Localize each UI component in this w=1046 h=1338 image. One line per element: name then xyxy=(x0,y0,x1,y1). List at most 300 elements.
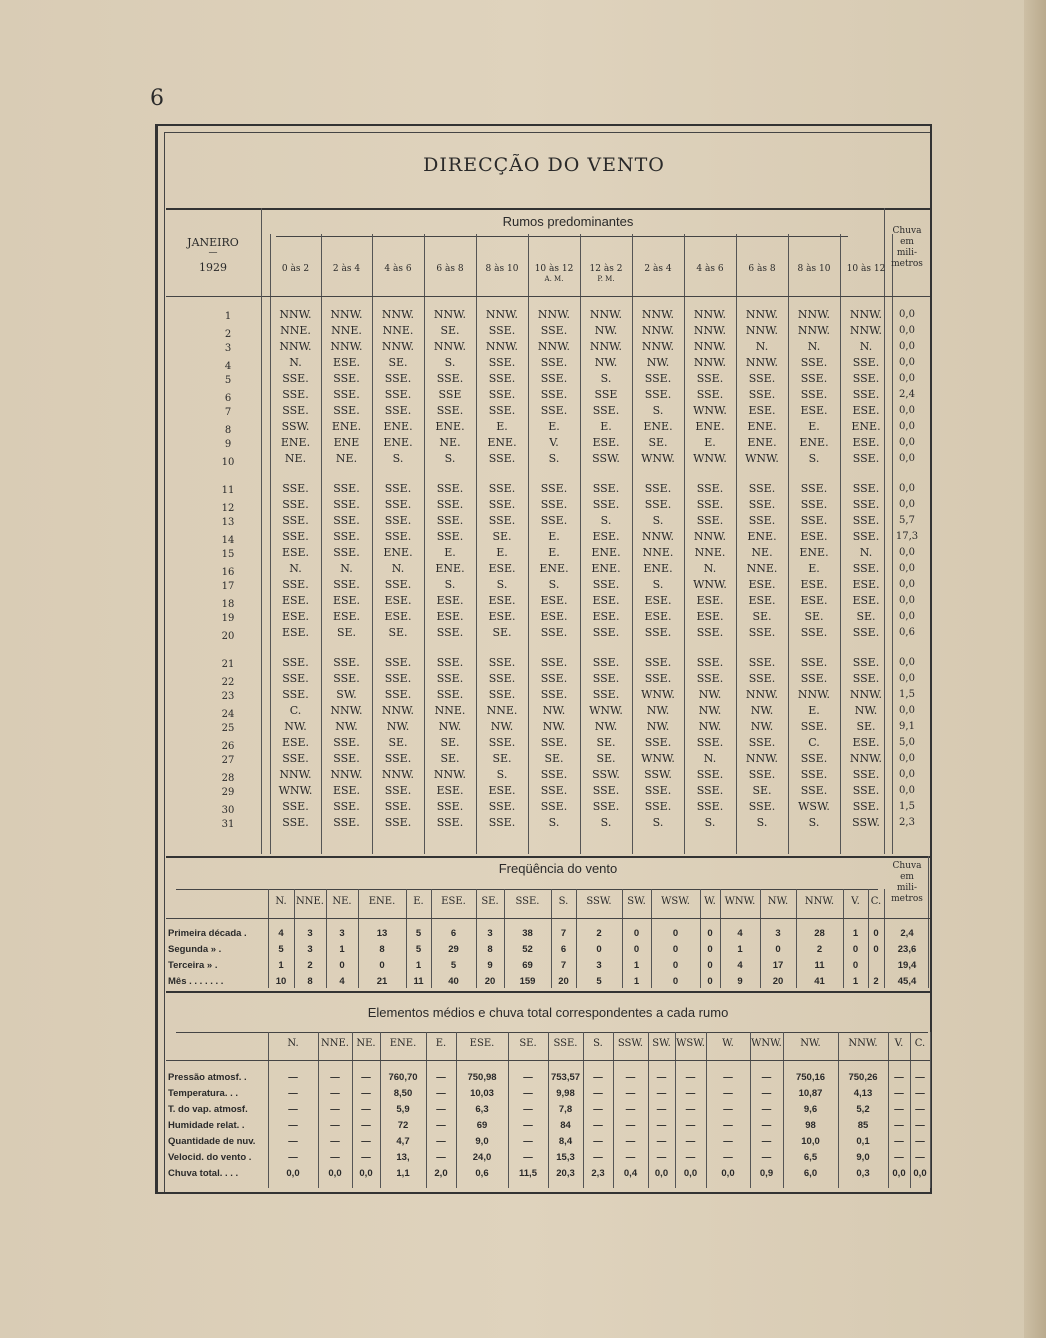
wind-direction-cell: ESE. xyxy=(281,594,310,607)
wind-direction-cell: SSE. xyxy=(436,688,464,701)
wind-direction-cell: S. xyxy=(548,578,560,591)
rain-header: Chuva xyxy=(892,226,922,236)
elements-cell: 9,98 xyxy=(556,1088,575,1099)
elements-header-bottom xyxy=(166,1060,930,1061)
wind-direction-cell: SSE. xyxy=(540,768,568,781)
wind-direction-cell: N. xyxy=(703,562,717,575)
wind-direction-cell: NNW. xyxy=(330,768,363,781)
elements-cell: — xyxy=(523,1104,533,1115)
wind-direction-cell: SSE. xyxy=(800,356,828,369)
elements-cell: — xyxy=(761,1152,772,1163)
time-header: 4 às 6 xyxy=(384,264,412,274)
freq-cell: 1 xyxy=(633,960,640,971)
wind-direction-cell: WNW. xyxy=(641,688,675,701)
rain-cell: 0,0 xyxy=(899,705,915,716)
wind-direction-cell: SSE. xyxy=(748,800,776,813)
rain-cell: 9,1 xyxy=(899,721,915,732)
wind-direction-cell: SSE. xyxy=(436,372,464,385)
elements-rule xyxy=(176,1032,928,1033)
elements-column-header: ESE. xyxy=(469,1038,495,1049)
wind-direction-cell: NW. xyxy=(698,704,722,717)
wind-direction-cell: NNW. xyxy=(641,530,675,543)
wind-direction-cell: SSE. xyxy=(436,656,464,669)
time-header: 12 às 2 xyxy=(589,264,623,274)
day-number: 14 xyxy=(221,535,235,546)
elements-cell: — xyxy=(436,1120,446,1131)
freq-cell: 0 xyxy=(707,960,713,971)
elements-cell: — xyxy=(915,1072,925,1083)
wind-direction-cell: E. xyxy=(548,420,560,433)
wind-direction-cell: SSE. xyxy=(852,784,880,797)
elements-cell: — xyxy=(723,1152,733,1163)
rain-header: em xyxy=(900,237,914,247)
elements-column-header: SSE. xyxy=(553,1038,578,1049)
wind-direction-cell: S. xyxy=(600,514,612,527)
elements-cell: — xyxy=(330,1072,340,1083)
elements-row-label: Velocid. do vento . xyxy=(168,1152,252,1163)
wind-direction-cell: ENE xyxy=(333,436,360,449)
rain-cell: 0,0 xyxy=(899,341,915,352)
wind-direction-cell: SSE. xyxy=(333,672,360,685)
wind-direction-cell: SSE. xyxy=(540,800,568,813)
freq-cell: 5 xyxy=(278,944,284,955)
elements-cell: — xyxy=(723,1104,733,1115)
freq-cell: 0 xyxy=(873,944,879,955)
wind-direction-cell: SSE. xyxy=(488,688,516,701)
wind-direction-cell: SSE. xyxy=(852,656,880,669)
elements-cell: — xyxy=(361,1136,371,1147)
day-number: 17 xyxy=(221,581,235,592)
freq-cell: 1 xyxy=(278,960,284,971)
elements-cell: 4,7 xyxy=(396,1136,410,1147)
wind-direction-cell: ESE. xyxy=(800,594,828,607)
wind-direction-cell: SSE. xyxy=(282,498,309,511)
time-header: 8 às 10 xyxy=(797,264,831,274)
elements-cell: — xyxy=(288,1072,298,1083)
wind-direction-cell: ESE. xyxy=(332,594,361,607)
wind-direction-cell: SSE. xyxy=(852,800,880,813)
wind-direction-cell: ENE. xyxy=(539,562,569,575)
wind-direction-cell: S. xyxy=(444,452,456,465)
wind-direction-cell: SSE. xyxy=(540,404,568,417)
wind-direction-cell: NNW. xyxy=(797,324,831,337)
day-number: 23 xyxy=(221,691,235,702)
wind-direction-cell: NNW. xyxy=(745,308,779,321)
wind-direction-cell: SSE. xyxy=(852,452,880,465)
rain-cell: 0,0 xyxy=(899,673,915,684)
freq-cell: 8 xyxy=(379,944,385,955)
rain-cell: 0,0 xyxy=(899,611,915,622)
elements-cell: — xyxy=(656,1104,667,1115)
wind-direction-cell: SW. xyxy=(336,688,357,701)
wind-direction-cell: SSE. xyxy=(644,388,672,401)
wind-direction-cell: SSE. xyxy=(384,800,412,813)
wind-direction-cell: E. xyxy=(444,546,456,559)
elements-column-header: SSW. xyxy=(617,1038,644,1049)
elements-cell: 9,6 xyxy=(803,1104,818,1115)
wind-direction-cell: SSE. xyxy=(333,482,360,495)
wind-direction-cell: NNW. xyxy=(849,324,883,337)
elements-cell: — xyxy=(625,1072,636,1083)
elements-cell: 760,70 xyxy=(388,1072,418,1083)
wind-direction-cell: NW. xyxy=(646,720,670,733)
wind-direction-cell: NW. xyxy=(284,720,307,733)
wind-direction-cell: SSE. xyxy=(852,672,880,685)
elements-cell: — xyxy=(685,1104,696,1115)
wind-direction-cell: SE. xyxy=(856,720,876,733)
wind-direction-cell: E. xyxy=(808,562,820,575)
wind-direction-cell: S. xyxy=(392,452,404,465)
wind-direction-cell: ESE. xyxy=(852,436,880,449)
elements-cell: — xyxy=(894,1120,904,1131)
day-number: 26 xyxy=(221,741,235,752)
wind-direction-cell: E. xyxy=(704,436,716,449)
freq-rain-header: em xyxy=(900,872,914,882)
wind-direction-cell: NNW. xyxy=(693,530,727,543)
wind-direction-cell: SSE. xyxy=(644,736,672,749)
day-number: 11 xyxy=(221,485,235,496)
wind-direction-cell: SSE. xyxy=(436,482,464,495)
wind-direction-cell: SSE. xyxy=(696,498,724,511)
elements-cell: — xyxy=(593,1088,603,1099)
wind-direction-cell: SSE. xyxy=(488,800,516,813)
wind-direction-cell: NNW. xyxy=(330,704,363,717)
freq-cell: 0 xyxy=(775,944,781,955)
wind-direction-cell: NNW. xyxy=(589,340,623,353)
elements-row-label: Temperatura. . . xyxy=(168,1088,239,1099)
rain-cell: 0,0 xyxy=(899,657,915,668)
wind-direction-cell: ESE. xyxy=(592,436,620,449)
wind-direction-cell: SSE. xyxy=(384,784,412,797)
wind-direction-cell: ESE. xyxy=(332,356,361,369)
freq-cell: 1 xyxy=(852,928,859,939)
wind-direction-cell: SSE. xyxy=(384,372,412,385)
wind-direction-cell: SSE. xyxy=(540,372,568,385)
day-number: 25 xyxy=(221,723,235,734)
wind-direction-cell: SSE. xyxy=(333,816,360,829)
wind-direction-cell: ESE. xyxy=(281,736,310,749)
day-number: 5 xyxy=(224,375,232,386)
wind-direction-cell: SSE. xyxy=(800,672,828,685)
wind-direction-cell: SSE. xyxy=(282,816,309,829)
wind-direction-cell: ESE. xyxy=(332,784,361,797)
freq-column-header: NNW. xyxy=(804,896,835,907)
wind-direction-cell: SSE. xyxy=(748,498,776,511)
elements-cell: — xyxy=(361,1120,371,1131)
elements-cell: 84 xyxy=(560,1120,571,1131)
elements-cell: 85 xyxy=(857,1120,869,1131)
wind-direction-cell: SE. xyxy=(388,626,408,639)
wind-direction-cell: SSE. xyxy=(282,800,309,813)
elements-cell: 0,9 xyxy=(759,1168,774,1179)
wind-direction-cell: ENE. xyxy=(851,420,881,433)
wind-direction-cell: S. xyxy=(652,816,664,829)
wind-direction-cell: SSE. xyxy=(488,656,516,669)
freq-cell: 0 xyxy=(596,944,602,955)
freq-cell: 1 xyxy=(737,944,743,955)
frequency-title: Freqüência do vento xyxy=(498,861,618,876)
elements-row-label: Humidade relat. . xyxy=(168,1120,245,1131)
freq-cell: 0 xyxy=(379,960,385,971)
wind-direction-cell: NW. xyxy=(594,324,618,337)
wind-direction-cell: SSE. xyxy=(800,656,828,669)
time-header: 10 às 12 xyxy=(534,264,574,274)
wind-direction-cell: NNW. xyxy=(381,340,415,353)
wind-direction-cell: SE. xyxy=(492,752,512,765)
wind-direction-cell: SE. xyxy=(388,736,408,749)
wind-direction-cell: SSE. xyxy=(333,388,360,401)
freq-cell: 29 xyxy=(448,944,459,955)
elements-cell: — xyxy=(685,1152,696,1163)
wind-direction-cell: SSE. xyxy=(333,578,360,591)
wind-direction-cell: NNW. xyxy=(641,324,675,337)
elements-cell: — xyxy=(723,1136,733,1147)
freq-cell: 0 xyxy=(672,960,679,971)
wind-direction-cell: SSE. xyxy=(852,388,880,401)
wind-direction-cell: SSE. xyxy=(282,388,309,401)
table-frame xyxy=(155,124,932,1194)
freq-cell: 1 xyxy=(415,960,422,971)
elements-cell: 13, xyxy=(396,1152,410,1163)
wind-direction-cell: S. xyxy=(652,404,664,417)
wind-direction-cell: SE. xyxy=(596,752,616,765)
wind-direction-cell: SSE. xyxy=(800,498,828,511)
wind-direction-cell: SE. xyxy=(440,324,460,337)
rain-cell: 0,0 xyxy=(899,309,915,320)
wind-direction-cell: SSE. xyxy=(333,752,360,765)
wind-direction-cell: ESE. xyxy=(384,610,412,623)
elements-row-label: T. do vap. atmosf. xyxy=(168,1104,248,1115)
day-number: 9 xyxy=(224,439,232,450)
freq-cell: 10 xyxy=(275,976,287,987)
wind-direction-cell: E. xyxy=(808,704,820,717)
wind-direction-cell: ENE. xyxy=(747,530,777,543)
elements-row-label: Chuva total. . . . xyxy=(168,1168,239,1179)
wind-direction-cell: S. xyxy=(756,816,768,829)
wind-direction-cell: SE. xyxy=(336,626,357,639)
freq-cell: 20 xyxy=(772,976,784,987)
day-number: 18 xyxy=(221,599,235,610)
wind-direction-cell: ESE. xyxy=(281,546,310,559)
freq-cell: 5 xyxy=(415,944,422,955)
elements-cell: — xyxy=(915,1104,925,1115)
freq-column-header: E. xyxy=(413,896,424,907)
wind-direction-cell: NNW. xyxy=(537,340,571,353)
wind-direction-cell: NW. xyxy=(698,688,722,701)
wind-direction-cell: SSE. xyxy=(852,514,880,527)
elements-cell: — xyxy=(361,1104,371,1115)
elements-cell: — xyxy=(523,1152,533,1163)
elements-column-header: WSW. xyxy=(676,1038,705,1049)
wind-direction-cell: SSE. xyxy=(644,784,672,797)
wind-direction-cell: SSE. xyxy=(488,452,516,465)
elements-cell: — xyxy=(523,1088,533,1099)
rain-cell: 0,0 xyxy=(899,563,915,574)
wind-direction-cell: NW. xyxy=(854,704,878,717)
elements-cell: — xyxy=(894,1136,904,1147)
day-number: 13 xyxy=(221,517,235,528)
elements-column-header: E. xyxy=(435,1038,447,1049)
elements-cell: — xyxy=(330,1104,340,1115)
elements-cell: — xyxy=(915,1120,925,1131)
day-number: 21 xyxy=(221,659,235,670)
elements-row-label: Pressão atmosf. . xyxy=(168,1072,247,1083)
time-header: 2 às 4 xyxy=(644,264,672,274)
freq-column-header: NNE. xyxy=(296,896,324,907)
elements-cell: 10,03 xyxy=(470,1088,494,1099)
elements-cell: 0,0 xyxy=(359,1168,373,1179)
wind-direction-cell: S. xyxy=(600,816,612,829)
wind-direction-cell: SSE. xyxy=(800,482,828,495)
wind-direction-cell: SSE. xyxy=(488,736,516,749)
freq-cell: 4 xyxy=(737,960,743,971)
wind-direction-cell: SSE. xyxy=(748,736,776,749)
wind-direction-cell: ESE. xyxy=(644,594,672,607)
wind-direction-cell: SSE. xyxy=(852,530,880,543)
wind-direction-cell: NW. xyxy=(594,356,618,369)
elements-cell: 0,4 xyxy=(623,1168,638,1179)
wind-direction-cell: SSE. xyxy=(696,514,724,527)
wind-direction-cell: NNE. xyxy=(486,704,518,717)
elements-cell: 2,0 xyxy=(434,1168,448,1179)
day-number: 22 xyxy=(221,677,235,688)
elements-cell: 0,1 xyxy=(856,1136,870,1147)
wind-direction-cell: N. xyxy=(859,546,873,559)
wind-direction-cell: WNW. xyxy=(589,704,623,717)
wind-direction-cell: NNE. xyxy=(434,704,466,717)
wind-direction-cell: SSE. xyxy=(748,672,776,685)
wind-direction-cell: NNW. xyxy=(537,308,571,321)
elements-cell: — xyxy=(656,1088,667,1099)
day-number: 3 xyxy=(224,343,232,354)
elements-cell: — xyxy=(436,1088,446,1099)
elements-cell: — xyxy=(625,1152,636,1163)
elements-cell: 5,2 xyxy=(856,1104,870,1115)
elements-cell: — xyxy=(436,1136,446,1147)
freq-column-header: ESE. xyxy=(441,896,466,907)
day-number: 7 xyxy=(224,407,232,418)
wind-direction-cell: SSE. xyxy=(384,388,412,401)
elements-cell: — xyxy=(656,1120,667,1131)
rain-header: mili- xyxy=(896,248,918,258)
wind-direction-cell: S. xyxy=(548,452,560,465)
rain-cell: 0,0 xyxy=(899,421,915,432)
wind-direction-cell: NNW. xyxy=(589,308,623,321)
wind-direction-cell: V. xyxy=(549,436,559,449)
freq-column-header: WNW. xyxy=(724,896,756,907)
wind-direction-cell: SSE. xyxy=(540,626,568,639)
wind-direction-cell: SSE. xyxy=(644,656,672,669)
time-header: 2 às 4 xyxy=(332,264,361,274)
wind-direction-cell: NNW. xyxy=(485,340,519,353)
wind-direction-cell: NNW. xyxy=(849,752,883,765)
rain-cell: 0,0 xyxy=(899,499,915,510)
wind-direction-cell: ESE. xyxy=(852,736,880,749)
wind-direction-cell: ESE. xyxy=(332,610,361,623)
freq-cell: 6 xyxy=(450,928,457,939)
freq-rain-header: mili- xyxy=(896,883,918,893)
elements-title: Elementos médios e chuva total correspondentes a cada rumo xyxy=(367,1005,729,1020)
wind-direction-cell: SSE. xyxy=(540,498,568,511)
wind-direction-cell: S. xyxy=(496,768,508,781)
wind-direction-cell: ESE. xyxy=(748,578,776,591)
wind-direction-cell: SSE. xyxy=(488,324,516,337)
wind-direction-cell: ENE. xyxy=(383,420,413,433)
elements-cell: — xyxy=(685,1088,696,1099)
wind-direction-cell: SSE. xyxy=(488,672,516,685)
rain-cell: 0,0 xyxy=(899,325,915,336)
elements-cell: — xyxy=(625,1088,636,1099)
elements-column-header: W. xyxy=(722,1038,734,1049)
wind-direction-cell: SSE. xyxy=(852,356,880,369)
wind-direction-cell: SSE. xyxy=(282,656,309,669)
elements-cell: 0,0 xyxy=(654,1168,669,1179)
elements-cell: 9,0 xyxy=(475,1136,489,1147)
wind-direction-cell: ESE. xyxy=(281,610,310,623)
elements-cell: — xyxy=(761,1120,772,1131)
wind-direction-cell: SE. xyxy=(492,530,512,543)
wind-direction-cell: ENE. xyxy=(591,546,621,559)
freq-row-label: Mês . . . . . . . xyxy=(168,976,224,987)
wind-direction-cell: SSE. xyxy=(384,578,412,591)
freq-cell: 38 xyxy=(522,928,533,939)
wind-direction-cell: NNW. xyxy=(641,308,675,321)
wind-direction-cell: SSE. xyxy=(800,514,828,527)
wind-direction-cell: SSE. xyxy=(644,498,672,511)
wind-direction-cell: SSE xyxy=(438,388,462,401)
wind-direction-cell: NNW. xyxy=(330,340,363,353)
freq-cell: 69 xyxy=(522,960,533,971)
wind-direction-cell: SSE. xyxy=(436,498,464,511)
elements-cell: 11,5 xyxy=(519,1168,537,1179)
wind-direction-cell: SSE. xyxy=(540,324,568,337)
wind-direction-cell: NNW. xyxy=(849,688,883,701)
elements-cell: — xyxy=(761,1136,772,1147)
wind-direction-cell: NW. xyxy=(594,720,618,733)
freq-cell: 5 xyxy=(450,960,457,971)
wind-direction-cell: ESE. xyxy=(281,626,310,639)
elements-cell: — xyxy=(761,1088,772,1099)
wind-direction-cell: N. xyxy=(289,356,302,369)
elements-cell: 6,3 xyxy=(475,1104,489,1115)
wind-direction-cell: SSE. xyxy=(696,388,724,401)
wind-direction-cell: SE. xyxy=(752,610,772,623)
wind-direction-cell: ENE. xyxy=(799,546,829,559)
elements-cell: — xyxy=(330,1088,340,1099)
wind-direction-cell: NNW. xyxy=(433,340,467,353)
wind-direction-cell: SSE. xyxy=(540,482,568,495)
wind-direction-cell: WNW. xyxy=(641,752,675,765)
wind-direction-cell: NW. xyxy=(386,720,410,733)
elements-cell: — xyxy=(915,1152,925,1163)
freq-cell: 159 xyxy=(519,976,536,987)
wind-direction-cell: NNW. xyxy=(797,308,831,321)
elements-cell: — xyxy=(436,1104,446,1115)
wind-direction-cell: SSE. xyxy=(282,672,309,685)
elements-cell: — xyxy=(593,1120,603,1131)
rain-cell: 0,0 xyxy=(899,769,915,780)
elements-cell: 72 xyxy=(397,1120,409,1131)
wind-direction-cell: SSE. xyxy=(384,482,412,495)
wind-direction-cell: ESE. xyxy=(436,594,464,607)
freq-cell: 8 xyxy=(487,944,493,955)
wind-direction-cell: SSE. xyxy=(333,800,360,813)
wind-direction-cell: NE. xyxy=(751,546,773,559)
wind-direction-cell: SSE. xyxy=(800,372,828,385)
wind-direction-cell: SSE. xyxy=(592,626,620,639)
freq-cell: 3 xyxy=(487,928,493,939)
elements-column-header: SW. xyxy=(652,1038,671,1049)
